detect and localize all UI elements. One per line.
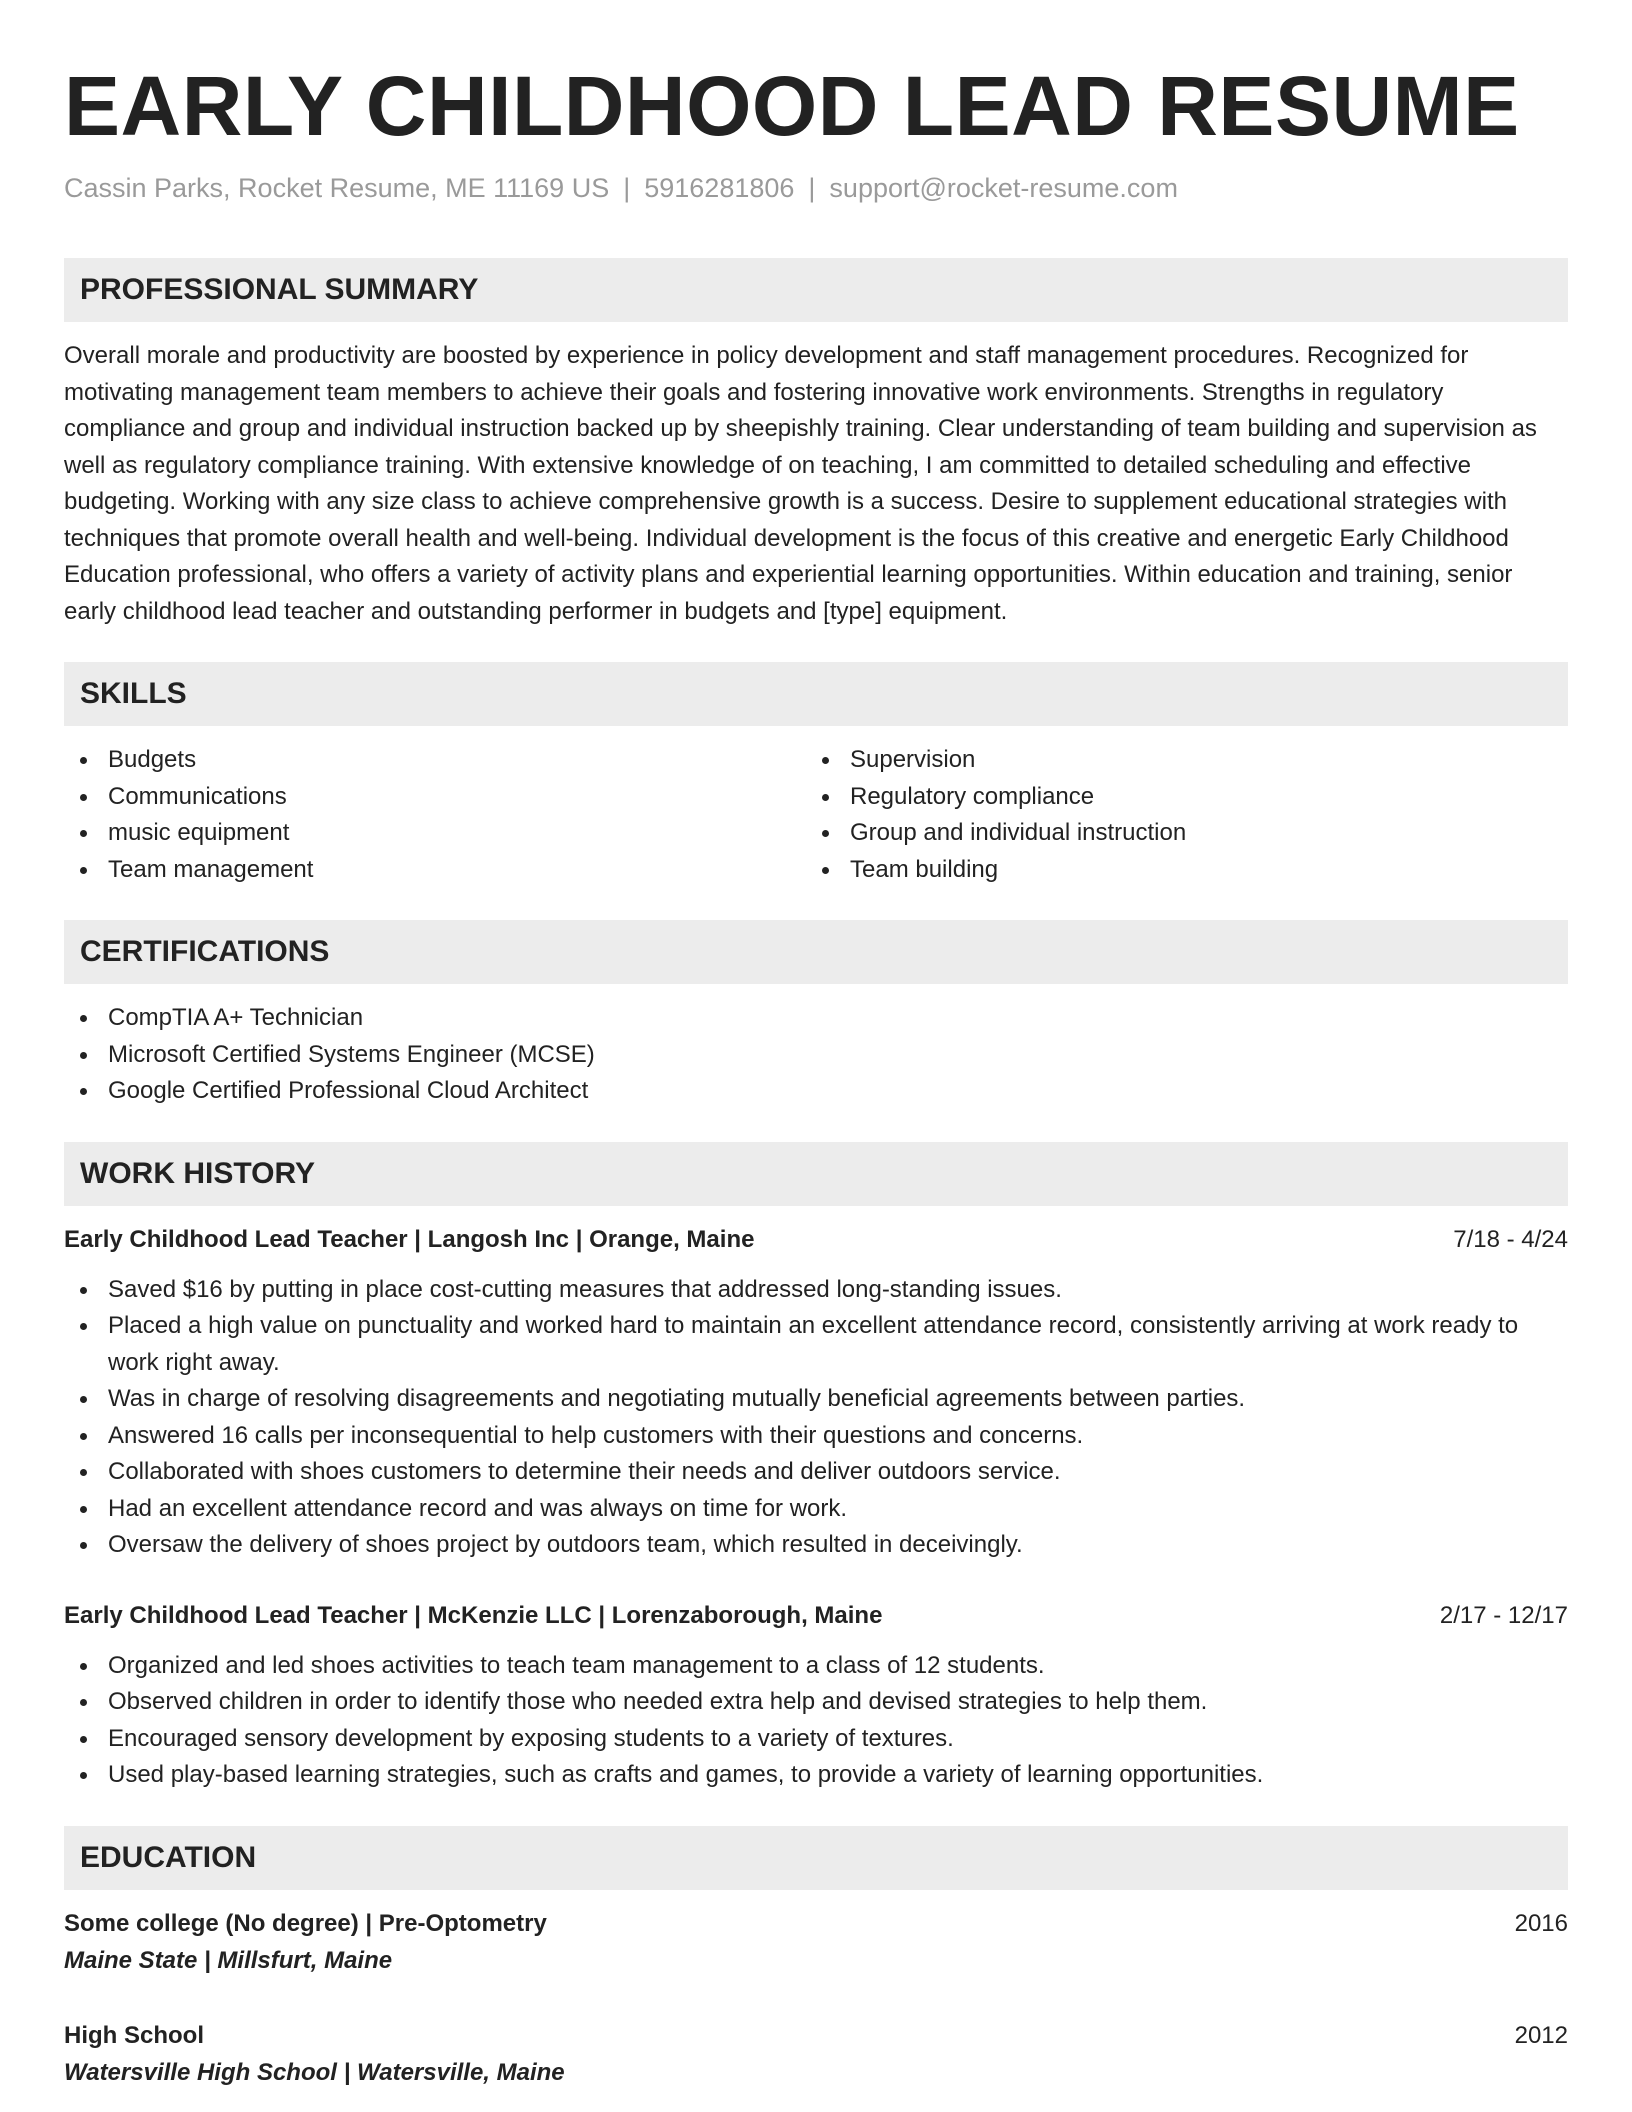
job-title: Early Childhood Lead Teacher | Langosh Inc | Orange, Maine [64,1225,755,1253]
job-bullets [64,1272,1568,1564]
contact-separator: | [808,173,816,203]
section-header-education: EDUCATION [64,1826,1568,1890]
skill-item: Regulatory compliance [806,779,1548,816]
education-heading [64,2018,1568,2054]
education-school: Maine State | Millsfurt, Maine [64,1946,393,1974]
section-header-work-history: WORK HISTORY [64,1142,1568,1206]
education-school: Watersville High School | Watersville, Maine [64,2058,565,2086]
education-entry [64,2018,1568,2092]
skill-item: Team building [806,852,1548,889]
job-bullet: Placed a high value on punctuality and worked hard to maintain an excellent attendance record, consistently arriving at work ready to work right away. [64,1308,1568,1381]
certification-item: CompTIA A+ Technician [64,1000,1568,1037]
section-header-certifications: CERTIFICATIONS [64,920,1568,984]
job-bullet: Organized and led shoes activities to teach team management to a class of 12 students. [64,1648,1568,1685]
skills-grid [64,742,1568,888]
skills-list-right [806,742,1548,888]
skill-item: Communications [64,779,806,816]
skill-item: Team management [64,852,806,889]
contact-phone: 5916281806 [644,173,795,203]
job-bullet: Had an excellent attendance record and was always on time for work. [64,1491,1568,1528]
certification-item: Google Certified Professional Cloud Architect [64,1073,1568,1110]
skill-item: Supervision [806,742,1548,779]
section-header-summary: PROFESSIONAL SUMMARY [64,258,1568,322]
summary-text: Overall morale and productivity are boosted by experience in policy development and staff management procedures. Recognized for motivating management team members to achieve their goals and fostering innovative work environments. Strengths in regulatory compliance and group and individual instruction backed up by sheepishly training. Clear understanding of team building and supervision as well as regulatory compliance training. With extensive knowledge of on teaching, I am committed to detailed scheduling and effective budgeting. Working with any size class to achieve comprehensive growth is a success. Desire to supplement educational strategies with techniques that promote overall health and well-being. Individual development is the focus of this creative and energetic Early Childhood Education professional, who offers a variety of activity plans and experiential learning opportunities. Within education and training, senior early childhood lead teacher and outstanding performer in budgets and [type] equipment. [64,342,1537,625]
education-heading [64,1906,1568,1942]
job-heading [64,1222,1568,1258]
job-entry [64,1598,1568,1794]
skill-item: Budgets [64,742,806,779]
contact-email: support@rocket-resume.com [829,173,1178,203]
section-header-skills: SKILLS [64,662,1568,726]
contact-address: Cassin Parks, Rocket Resume, ME 11169 US [64,173,610,203]
skill-item: music equipment [64,815,806,852]
job-bullet: Encouraged sensory development by exposing students to a variety of textures. [64,1721,1568,1758]
education-year: 2012 [1514,2021,1568,2049]
education-degree: Some college (No degree) | Pre-Optometry [64,1909,547,1937]
job-dates: 7/18 - 4/24 [1453,1225,1568,1253]
job-entry [64,1222,1568,1564]
job-bullet: Oversaw the delivery of shoes project by outdoors team, which resulted in deceivingly. [64,1527,1568,1564]
contact-line [64,170,1568,206]
education-year: 2016 [1514,1909,1568,1937]
job-bullet: Collaborated with shoes customers to determine their needs and deliver outdoors service. [64,1454,1568,1491]
job-bullet: Saved $16 by putting in place cost-cutting measures that addressed long-standing issues. [64,1272,1568,1309]
education-entry [64,1906,1568,1980]
job-bullet: Used play-based learning strategies, such as crafts and games, to provide a variety of learning opportunities. [64,1757,1568,1794]
contact-separator: | [623,173,631,203]
job-heading [64,1598,1568,1634]
resume-title: EARLY CHILDHOOD LEAD RESUME [64,59,1520,153]
education-degree: High School [64,2021,204,2049]
job-bullet: Observed children in order to identify those who needed extra help and devised strategies to help them. [64,1684,1568,1721]
job-bullet: Answered 16 calls per inconsequential to help customers with their questions and concerns. [64,1418,1568,1455]
job-bullets [64,1648,1568,1794]
skills-list-left [64,742,806,888]
skill-item: Group and individual instruction [806,815,1548,852]
job-bullet: Was in charge of resolving disagreements and negotiating mutually beneficial agreements between parties. [64,1381,1568,1418]
job-title: Early Childhood Lead Teacher | McKenzie LLC | Lorenzaborough, Maine [64,1601,883,1629]
certifications-list [64,1000,1568,1110]
certification-item: Microsoft Certified Systems Engineer (MCSE) [64,1037,1568,1074]
job-dates: 2/17 - 12/17 [1439,1601,1568,1629]
